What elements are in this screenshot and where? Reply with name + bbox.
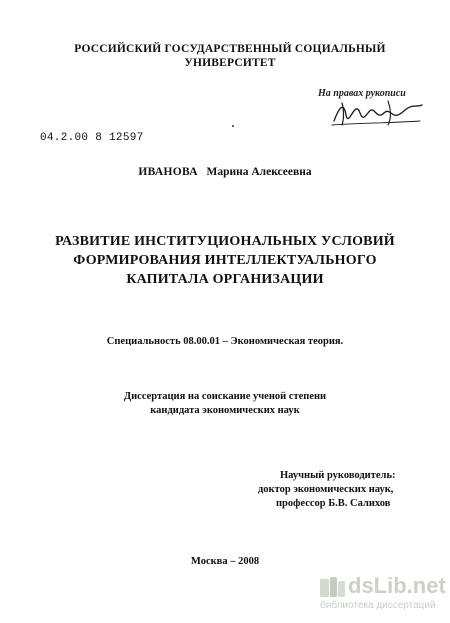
watermark-logo: dsLib.net bbox=[348, 573, 446, 598]
title-line-1: РАЗВИТИЕ ИНСТИТУЦИОНАЛЬНЫХ УСЛОВИЙ bbox=[55, 234, 395, 249]
supervisor-heading: Научный руководитель: bbox=[280, 470, 396, 481]
watermark bbox=[318, 573, 446, 619]
university-line-1: РОССИЙСКИЙ ГОСУДАРСТВЕННЫЙ СОЦИАЛЬНЫЙ bbox=[74, 43, 386, 55]
title-line-3: КАПИТАЛА ОРГАНИЗАЦИИ bbox=[126, 272, 324, 287]
dissertation-title bbox=[30, 232, 420, 289]
specialty: Специальность 08.00.01 – Экономическая теория. bbox=[106, 336, 344, 347]
city-year: Москва – 2008 bbox=[190, 556, 260, 567]
author-surname: ИВАНОВА bbox=[138, 166, 198, 178]
supervisor-block bbox=[258, 469, 418, 511]
registry-dot bbox=[232, 125, 234, 127]
supervisor-name: профессор Б.В. Салихов bbox=[276, 498, 391, 509]
supervisor-degree: доктор экономических наук, bbox=[258, 484, 394, 495]
handwritten-signature bbox=[330, 95, 425, 129]
degree-line-1: Диссертация на соискание ученой степени bbox=[123, 391, 327, 402]
title-line-2: ФОРМИРОВАНИЯ ИНТЕЛЛЕКТУАЛЬНОГО bbox=[73, 253, 377, 268]
university-name bbox=[40, 42, 420, 70]
degree-statement bbox=[0, 390, 450, 418]
signature-icon bbox=[330, 95, 425, 129]
degree-line-2: кандидата экономических наук bbox=[150, 405, 300, 416]
university-line-2: УНИВЕРСИТЕТ bbox=[184, 57, 276, 69]
watermark-subtitle: библиотека диссертаций bbox=[320, 600, 436, 611]
manuscript-note: На правах рукописи bbox=[318, 88, 406, 99]
registry-number: 04.2.00 8 12597 bbox=[40, 132, 144, 144]
author-given-names: Марина Алексеевна bbox=[206, 166, 312, 178]
dslib-logo-icon bbox=[318, 575, 348, 601]
author-name bbox=[0, 166, 450, 178]
